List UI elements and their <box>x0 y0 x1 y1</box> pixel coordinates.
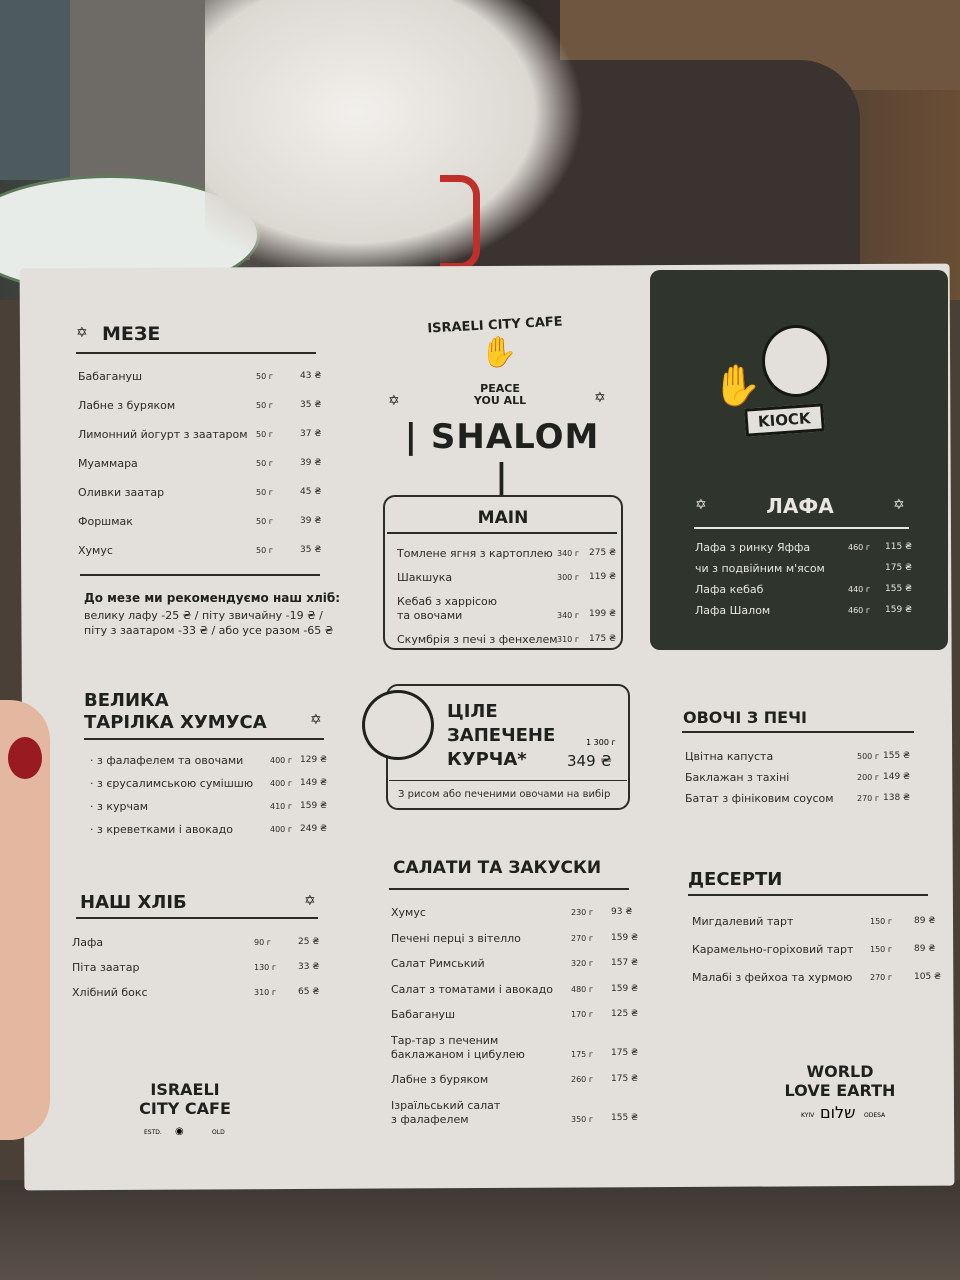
item-weight: 340 г <box>557 611 580 620</box>
item-price: 129 ₴ <box>300 755 328 765</box>
item-name: Піта заатар <box>72 961 140 974</box>
item-price: 93 ₴ <box>611 907 633 917</box>
bread-note-title: До мезе ми рекомендуємо наш хліб: <box>84 591 341 605</box>
item-price: 175 ₴ <box>589 634 617 644</box>
item-name: Муаммара <box>78 457 138 470</box>
veg-title: ОВОЧІ З ПЕЧІ <box>683 708 807 727</box>
menu-item <box>72 961 338 975</box>
menu-item <box>391 957 651 971</box>
item-weight: 460 г <box>848 606 871 615</box>
item-name: Малабі з фейхоа та хурмою <box>692 971 853 984</box>
item-weight: 270 г <box>571 933 594 943</box>
item-name: Оливки заатар <box>78 486 165 499</box>
menu-item: · з курчам 410 г 159 ₴ <box>90 800 328 813</box>
item-weight: 175 г <box>571 1049 594 1059</box>
item-weight: 440 г <box>848 585 871 594</box>
item-name: Лабне з буряком <box>78 399 176 412</box>
item-weight: 310 г <box>557 635 580 644</box>
dog-harness <box>440 175 480 270</box>
item-name: Хумус <box>78 544 113 557</box>
menu-item <box>391 1008 651 1022</box>
item-price: 65 ₴ <box>298 987 320 997</box>
item-price: 45 ₴ <box>300 487 322 497</box>
item-price: 275 ₴ <box>589 548 617 558</box>
item-price: 39 ₴ <box>300 516 322 526</box>
item-weight: 130 г <box>254 963 277 972</box>
item-name: Карамельно-горіховий тарт <box>692 943 854 956</box>
menu-item <box>78 515 340 529</box>
item-name: Ізраїльський салат з фалафелем <box>391 1098 501 1126</box>
item-weight: 50 г <box>256 459 273 468</box>
item-price: 89 ₴ <box>914 944 936 954</box>
star-icon: ✡ <box>594 390 606 406</box>
footer-logo-right: WORLD LOVE EARTH <box>784 1062 896 1100</box>
item-price: 159 ₴ <box>885 605 913 615</box>
hebrew-shalom: שלום <box>820 1103 856 1122</box>
menu-item <box>391 1099 651 1127</box>
item-weight: 300 г <box>557 573 580 582</box>
star-icon: ✡ <box>310 712 322 728</box>
menu-item <box>391 1034 651 1062</box>
face-icon <box>362 690 434 760</box>
item-name: Батат з фініковим соусом <box>685 792 834 805</box>
item-name: Скумбрія з печі з фенхелем <box>397 633 558 646</box>
face-icon <box>762 325 830 397</box>
menu-item <box>78 399 340 413</box>
peace-text: PEACE YOU ALL <box>473 382 527 407</box>
item-price: 119 ₴ <box>589 572 617 582</box>
item-weight: 150 г <box>870 945 893 954</box>
item-name: Цвітна капуста <box>685 750 774 763</box>
star-icon: ✡ <box>304 893 316 909</box>
item-name: Лафа з ринку Яффа <box>695 541 811 554</box>
item-name: Лафа кебаб <box>695 583 764 596</box>
item-name: Салат Римський <box>391 957 485 970</box>
menu-item <box>685 750 923 764</box>
item-weight: 50 г <box>256 372 273 381</box>
menu-item <box>397 633 629 647</box>
item-price: 249 ₴ <box>300 824 328 834</box>
bread-note-line: піту з заатаром -33 ₴ / або усе разом -65 ₴ <box>84 624 334 637</box>
item-name: з єрусалимською сумішшю <box>97 777 254 790</box>
item-name: Хумус <box>391 906 426 919</box>
item-price: 89 ₴ <box>914 916 936 926</box>
menu-item: · з єрусалимською сумішшю 400 г 149 ₴ <box>90 777 328 790</box>
item-price: 155 ₴ <box>611 1112 639 1123</box>
menu-item <box>391 932 651 946</box>
item-weight: 320 г <box>571 959 594 968</box>
estd-label: ESTD. <box>144 1129 162 1136</box>
menu-item <box>72 936 338 950</box>
item-weight: 460 г <box>848 543 871 552</box>
item-price: 157 ₴ <box>611 958 639 968</box>
chicken-price: 349 ₴ <box>567 752 613 770</box>
item-price: 138 ₴ <box>883 793 911 803</box>
menu-item <box>391 1073 651 1087</box>
eye-icon: ◉ <box>175 1126 184 1137</box>
item-name: Печені перці з вітелло <box>391 931 521 945</box>
item-weight: 310 г <box>254 988 277 997</box>
item-price: 149 ₴ <box>300 778 328 788</box>
item-name: Томлене ягня з картоплею <box>397 547 553 560</box>
menu-item <box>78 486 340 500</box>
white-dog <box>205 0 585 280</box>
menu-item <box>685 771 923 785</box>
desserts-title: ДЕСЕРТИ <box>688 869 783 890</box>
menu-item <box>78 370 340 384</box>
item-price: 155 ₴ <box>885 584 913 594</box>
item-weight: 400 г <box>270 825 293 834</box>
star-icon: ✡ <box>695 497 707 513</box>
item-weight: 50 г <box>256 488 273 497</box>
menu-item <box>78 428 340 442</box>
item-weight: 50 г <box>256 517 273 526</box>
item-name: Бабагануш <box>78 370 143 383</box>
item-price: 199 ₴ <box>589 609 617 619</box>
item-weight: 480 г <box>571 984 594 994</box>
item-weight: 350 г <box>571 1114 594 1124</box>
menu-item <box>695 604 925 618</box>
star-icon: ✡ <box>76 325 88 341</box>
item-price: 25 ₴ <box>298 937 320 947</box>
menu-item <box>695 562 925 576</box>
waving-hand-icon: ✋ <box>712 363 762 409</box>
item-weight: 410 г <box>270 802 293 811</box>
item-price: 159 ₴ <box>611 932 639 943</box>
item-name: Форшмак <box>78 515 133 528</box>
item-price: 159 ₴ <box>611 983 639 994</box>
menu-item <box>397 547 629 561</box>
item-name: Лафа Шалом <box>695 604 771 617</box>
item-weight: 90 г <box>254 938 271 947</box>
menu-item <box>78 457 340 471</box>
menu-item: · з креветками і авокадо 400 г 249 ₴ <box>90 823 328 836</box>
item-name: Баклажан з тахіні <box>685 771 790 784</box>
bread-title: НАШ ХЛІБ <box>80 892 187 913</box>
item-weight: 260 г <box>571 1075 594 1084</box>
item-price: 35 ₴ <box>300 400 322 410</box>
shalom-title: | SHALOM | <box>404 417 600 497</box>
item-weight: 150 г <box>870 917 893 926</box>
item-price: 39 ₴ <box>300 458 322 468</box>
menu-item: · з фалафелем та овочами 400 г 129 ₴ <box>90 754 328 767</box>
star-icon: ✡ <box>388 393 400 409</box>
item-weight: 50 г <box>256 430 273 439</box>
item-weight: 270 г <box>870 973 893 982</box>
odesa-label: ODESA <box>864 1112 886 1119</box>
logo-arc-text: ISRAELI CITY CAFE <box>427 314 563 337</box>
item-price: 43 ₴ <box>300 371 322 381</box>
item-name: Хлібний бокс <box>72 986 148 999</box>
hand-icon: ✋ <box>480 335 518 370</box>
item-weight: 400 г <box>270 756 293 765</box>
item-name: з фалафелем та овочами <box>97 754 244 767</box>
item-weight: 50 г <box>256 401 273 410</box>
item-weight: 340 г <box>557 549 580 558</box>
item-weight: 500 г <box>857 752 880 761</box>
kyiv-label: KYIV <box>801 1112 815 1119</box>
item-name: Тар-тар з печеним баклажаном і цибулею <box>391 1033 525 1061</box>
menu-item <box>685 792 923 806</box>
item-name: Кебаб з харрісою та овочами <box>397 595 498 622</box>
menu-item <box>78 544 340 558</box>
item-weight: 170 г <box>571 1010 594 1019</box>
menu-item <box>397 571 629 585</box>
salads-title: САЛАТИ ТА ЗАКУСКИ <box>393 858 602 878</box>
menu-item <box>695 541 925 555</box>
star-icon: ✡ <box>893 497 905 513</box>
item-weight: 200 г <box>857 773 880 782</box>
menu-item <box>72 986 338 1000</box>
menu-item <box>391 983 651 997</box>
item-price: 175 ₴ <box>885 563 913 573</box>
item-name: Лабне з буряком <box>391 1073 489 1086</box>
bread-note-line: велику лафу -25 ₴ / піту звичайну -19 ₴ / <box>84 609 323 622</box>
main-title: MAIN <box>477 508 529 528</box>
menu-item <box>692 943 954 957</box>
item-price: 115 ₴ <box>885 542 913 552</box>
item-name: Бабагануш <box>391 1008 456 1021</box>
menu-item <box>692 915 954 929</box>
menu-item <box>391 906 651 920</box>
item-price: 33 ₴ <box>298 962 320 972</box>
footer-logo-left: ISRAELI CITY CAFE <box>139 1080 231 1118</box>
item-price: 155 ₴ <box>883 751 911 761</box>
hummus-title: ВЕЛИКА ТАРІЛКА ХУМУСА <box>84 690 267 733</box>
old-label: OLD <box>212 1129 225 1136</box>
item-weight: 400 г <box>270 779 293 788</box>
item-name: Лафа <box>72 936 104 949</box>
item-weight: 50 г <box>256 546 273 555</box>
item-name: Мигдалевий тарт <box>692 915 794 928</box>
item-price: 37 ₴ <box>300 429 322 439</box>
item-price: 149 ₴ <box>883 772 911 782</box>
item-name: чи з подвійним м'ясом <box>695 562 825 575</box>
item-weight: 230 г <box>571 908 594 917</box>
meze-title: МЕЗЕ <box>102 323 161 345</box>
fingernail <box>8 737 42 779</box>
item-price: 159 ₴ <box>300 801 328 811</box>
chicken-note: З рисом або печеними овочами на вибір <box>398 789 611 800</box>
chicken-title: ЦІЛЕ ЗАПЕЧЕНЕ КУРЧА* <box>447 701 556 770</box>
item-price: 35 ₴ <box>300 545 322 555</box>
item-price: 125 ₴ <box>611 1009 639 1019</box>
item-price: 175 ₴ <box>611 1074 639 1084</box>
menu-item <box>692 971 954 985</box>
menu-item <box>695 583 925 597</box>
chicken-weight: 1 300 г <box>586 738 616 747</box>
menu-item <box>397 595 629 623</box>
lap <box>0 1180 960 1280</box>
item-name: з креветками і авокадо <box>97 823 233 836</box>
item-price: 175 ₴ <box>611 1047 639 1058</box>
item-name: Лимонний йогурт з заатаром <box>78 428 248 441</box>
item-name: Салат з томатами і авокадо <box>391 982 553 996</box>
item-weight: 270 г <box>857 794 880 803</box>
kiosk-badge: KIOCK <box>744 403 824 436</box>
lafa-title: ЛАФА <box>766 494 834 518</box>
item-price: 105 ₴ <box>914 972 942 982</box>
item-name: з курчам <box>97 800 149 813</box>
item-name: Шакшука <box>397 571 453 584</box>
